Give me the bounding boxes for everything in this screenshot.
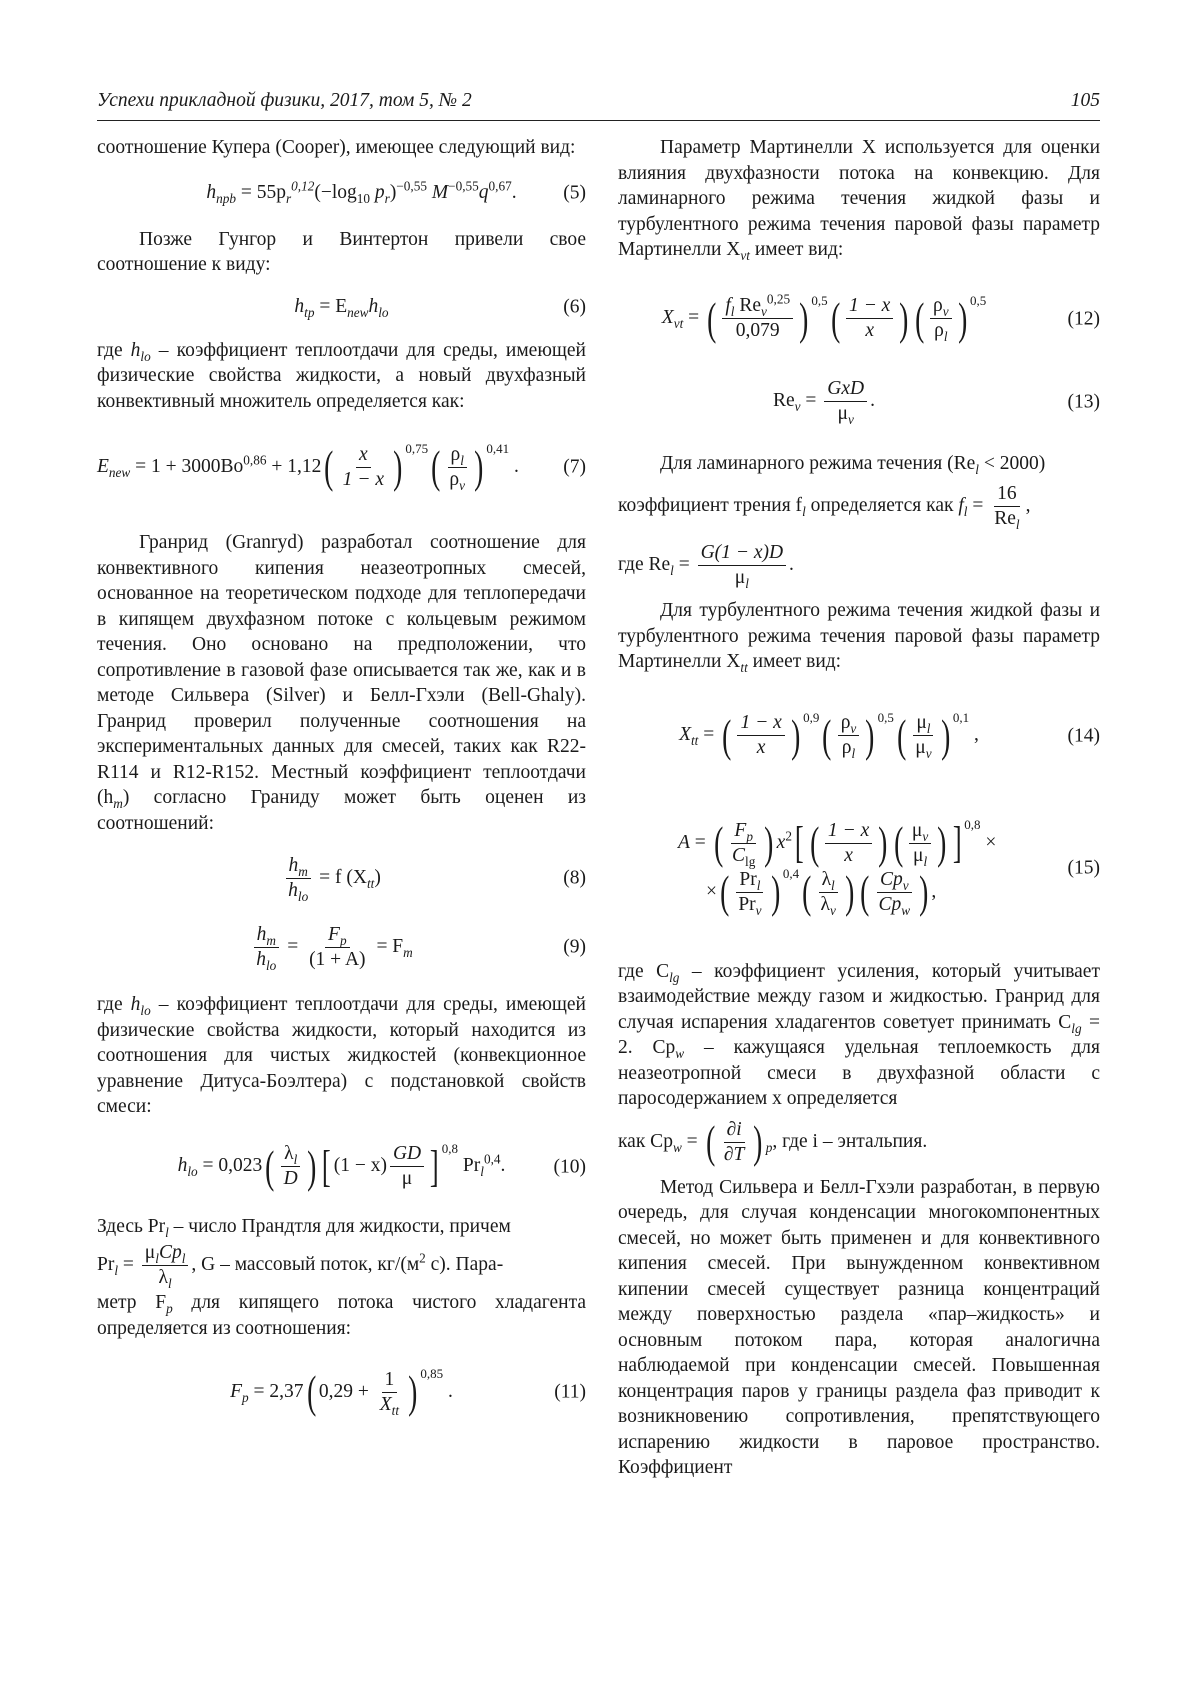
paragraph: Гранрид (Granryd) разработал соотношение для конвективного кипения неазеотропных смесей, основанное на теоретическом подходе для теплопередачи в кипящем двухфазном потоке с кольцевым режимом течения. Оно основано на предположении, что сопротивление в газовой фазе описывается так же, как и в методе Сильвера (Silver) и Белл-Гхэли (Bell-Ghaly). Гранрид проверил полученные соотношения на экспериментальных данных для смесей, таких как R22-R114 и R12-R152. Местный коэффициент теплоотдачи $(h_m)$ согласно Граниду может быть оценен из соотношений: [97, 532, 586, 834]
equation-14: $X_{tt}$ = ( $\frac{1 - x}{x}$ ) $^{0,9}$( $\frac{\rho_v}{\rho_l}$ ) $^{0,5}$( $\frac{\mu_l}{\mu_v}$ ) $^{0,1}$ , (14) [679, 709, 1100, 761]
equation-number: (8) [563, 867, 586, 889]
equation-6: $h_{tp} = E_{new}h_{lo}$ (6) [294, 295, 586, 320]
equation-number: (13) [1067, 390, 1100, 412]
paragraph: соотношение Купера (Cooper), имеющее следующий вид: [97, 137, 576, 158]
equation-number: (9) [563, 936, 586, 958]
equation-13: $Re_v$ = $\frac{\text{GxD}}{\mu_v}$ . (13) [772, 378, 1100, 427]
paragraph: Здесь $Pr_l$ – число Прандтля для жидкости, причем [97, 1215, 511, 1240]
equation-number: (10) [553, 1155, 586, 1177]
equation-10: $h_{lo} = 0,023$( $\frac{\lambda_l}{D}$ ) [ (1 − x) $\frac{GD}{\mu}$ ] $^{0,8}$ $Pr_l^{0,4}$. (10) [177, 1140, 586, 1192]
paragraph: где $h_{lo}$ – коэффициент теплоотдачи для среды, имеющей физические свойства жидкости, а новый двухфазный конвективный множитель определяется как: [97, 339, 586, 412]
equation-number: (7) [563, 456, 586, 478]
equation-number: (5) [563, 181, 586, 203]
left-column [97, 135, 586, 1427]
paragraph: где $Re_l$ = $\frac{G(1 - x)D}{\mu_l}$ . [618, 542, 794, 591]
right-column [618, 135, 1100, 1481]
equation-11: $F_p = 2,37$( 0,29 + $\frac{1}{X_{tt}}$ ) $^{0,85}$ . (11) [230, 1366, 586, 1418]
paragraph: Метод Сильвера и Белл-Гхэли разработан, в первую очередь, для случая конденсации многокомпонентных смесей, но может быть применен и для конвективного кипения смесей. При вынужденном конвективном кипении смесей существует разница концентраций между поверхностью раздела «пар–жидкость» и основным потоком пара, которая аналогична наблюдаемой при конденсации смесей. Повышенная концентрация паров у границы раздела фаз приводит к возникновению сопротивления, препятствующего испарению жидкости в паровое пространство. Коэффициент [618, 1176, 1100, 1478]
paragraph: Параметр Мартинелли X используется для оценки влияния двухфазности потока на конвекцию. Для ламинарного режима течения жидкой фазы и турбулентного режима течения паровой фазы параметр Мартинелли $X_{vt}$ имеет вид: [618, 137, 1100, 263]
equation-number: (15) [1067, 856, 1100, 878]
equation-15: A = ( $\frac{F_p}{C_{lg}}$ ) $x^2$[ ( $\frac{1 - x}{x}$ ) ( $\frac{\mu_v}{\mu_l}$ ) ] $^{0,8}$ × ×( $\frac{Pr_l}{Pr_v}$ ) $^{0,4}$( $\frac{\lambda_l}{\lambda_v}$ ) ( $\frac{Cp_v}{Cp_w}$ ) , (15) [678, 817, 1100, 918]
paragraph: коэффициент трения $f_l$ определяется как $f_l$ = $\frac{16}{Re_l}$ , [618, 483, 1031, 532]
paragraph: метр $F_p$ для кипящего потока чистого хладагента определяется из соотношения: [97, 1292, 586, 1339]
journal-title: Успехи прикладной физики, 2017, том 5, № 2 [97, 90, 472, 111]
equation-12: $X_{vt}$ = ( $\frac{f_l Re_v^{0,25}}{0,079}$ ) $^{0,5}$( $\frac{1 - x}{x}$ ) ( $\frac{\rho_v}{\rho_l}$ ) $^{0,5}$ (12) [661, 291, 1100, 344]
equation-number: (11) [554, 1381, 586, 1403]
equation-number: (14) [1067, 724, 1100, 746]
equation-8: $\frac{h_m}{h_{lo}}$ = f $(X_{tt})$ (8) [97, 848, 586, 908]
running-header [97, 88, 1100, 121]
equation-7: $E_{new} = 1 + 3000Bo^{0,86} + 1,12$( $\frac{x}{1 - x}$ ) $^{0,75}$( $\frac{\rho_l}{\rho_v}$ ) $^{0,41}$ . (7) [97, 441, 586, 493]
page-number: 105 [1070, 90, 1100, 111]
paragraph: где $h_{lo}$ – коэффициент теплоотдачи для среды, имеющей физические свойства жидкости, который находится из соотношения для чистых жидкостей (конвекционное уравнение Дитуса-Боэлтера) с подстановкой свойств смеси: [97, 994, 586, 1117]
paragraph: $Pr_l$ = $\frac{\mu_lCp_l}{\lambda_l}$ , G – массовый поток, $кг/(м^2$ с). Пара- [97, 1242, 504, 1291]
equation-number: (12) [1067, 307, 1100, 329]
paragraph: где $C_{lg}$ – коэффициент усиления, который учитывает взаимодействие между газом и жидкостью. Гранрид для случая испарения хладагентов советует принимать $C_{lg} = 2$. $Cp_w$ – кажущаяся удельная теплоемкость для неазеотропной смеси в двухфазной области с паросодержанием x определяется [618, 960, 1101, 1109]
equation-number: (6) [563, 295, 586, 317]
paragraph: Позже Гунгор и Винтертон привели свое соотношение к виду: [97, 228, 586, 275]
equation-9: $\frac{h_m}{h_{lo}}$ = $\frac{F_p}{(1 + A)}$ = $F_m$ (9) [97, 916, 586, 978]
equation-5: $h_{npb} = 55p_r^{0,12}(-\log_{10}$ $p_r)^{-0,55}$ $M^{-0,55}q^{0,67}$. (5) [206, 178, 586, 206]
paragraph: Для ламинарного режима течения $(Re_l < 2000)$ [660, 452, 1046, 477]
paragraph: Для турбулентного режима течения жидкой фазы и турбулентного режима течения паровой фазы параметр Мартинелли $X_{tt}$ имеет вид: [618, 600, 1100, 675]
paragraph: как $Cp_w$ = ( $\frac{\partial i}{\partial T}$ ) $_p$, где i – энтальпия. [618, 1116, 928, 1167]
